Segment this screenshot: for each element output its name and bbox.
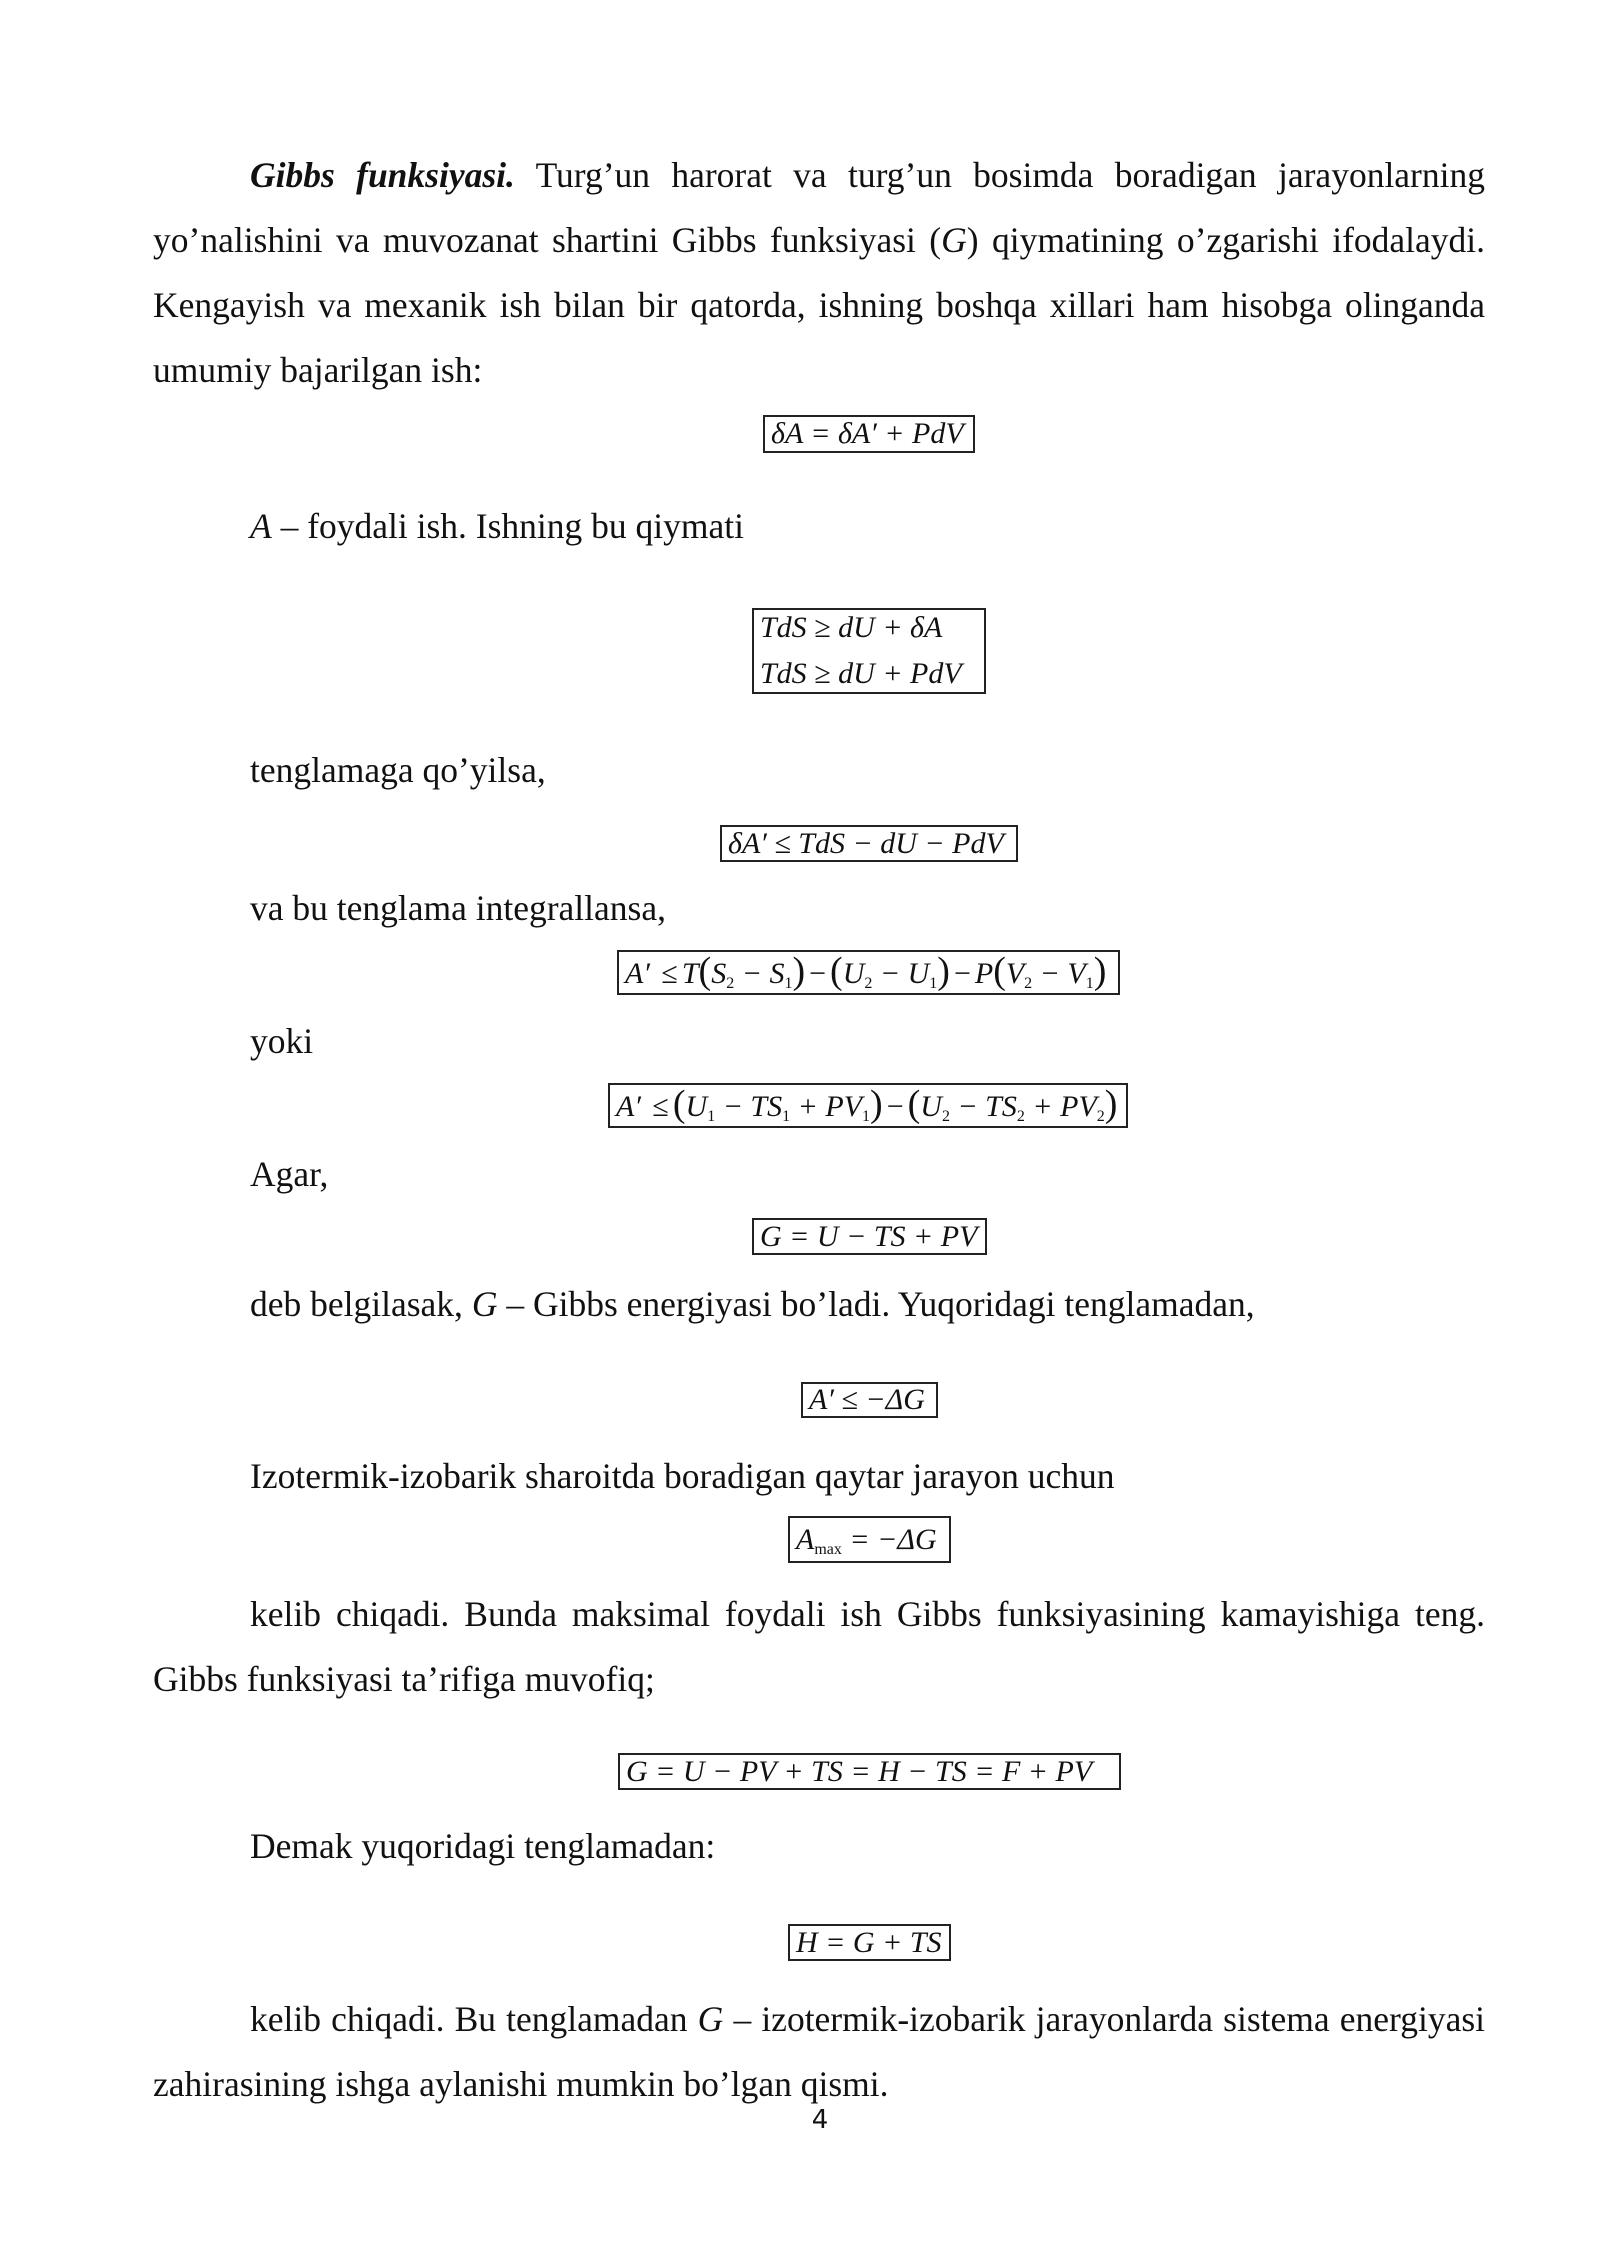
- section-lead: Gibbs funksiyasi.: [250, 155, 515, 195]
- symbol-g: G: [471, 1284, 498, 1324]
- paragraph-gibbs-intro: [153, 143, 1485, 403]
- paragraph-substitute: tenglamaga qo’yilsa,: [250, 750, 546, 790]
- symbol-g: G: [941, 220, 967, 260]
- equation-max-work: $A_{max} = -\Delta G$: [788, 1516, 951, 1563]
- equation-integrated: $A' \le T(S_2 - S_1) - (U_2 - U_1) - P(V_2 - V_1)$: [617, 950, 1120, 995]
- equation-gibbs-definition: G = U − TS + PV: [752, 1218, 987, 1255]
- equation-gibbs-relations: G = U − PV + TS = H − TS = F + PV: [618, 1753, 1121, 1790]
- equation-useful-work-inequality: δA′ ≤ TdS − dU − PdV: [720, 825, 1018, 862]
- paragraph-conclusion: kelib chiqadi. Bu tenglamadan G – izotermik-izobarik jarayonlarda sistema energiyasi zahirasining ishga aylanishi mumkin bo’lgan qismi.: [153, 1999, 1486, 2104]
- equation-rearranged: $A' \le (U_1 - TS_1 + PV_1) - (U_2 - TS_2 + PV_2)$: [608, 1083, 1128, 1128]
- symbol-a: A: [250, 506, 272, 546]
- equation-work: δA = δA′ + PdV: [763, 415, 975, 453]
- paragraph-text: ) qiymatining o’zgarishi ifodalaydi. Kengayish va mexanik ish bilan bir qatorda, ishning boshqa xillari ham hisobga olinganda umumiy bajarilgan ish:: [153, 220, 1486, 390]
- equation-row-1: TdS ≥ dU + δA: [760, 611, 943, 644]
- paragraph-if: Agar,: [250, 1154, 329, 1194]
- equation-work-gibbs-change: A′ ≤ −ΔG: [801, 1382, 938, 1418]
- paragraph-gibbs-energy: deb belgilasak, G – Gibbs energiyasi bo’ladi. Yuqoridagi tenglamadan,: [250, 1284, 1255, 1324]
- equation-enthalpy: H = G + TS: [788, 1924, 951, 1961]
- symbol-g: G: [697, 1999, 724, 2039]
- paragraph-max-useful-work: kelib chiqadi. Bunda maksimal foydali ish Gibbs funksiyasining kamayishiga teng. Gibbs funksiyasi ta’rifiga muvofiq;: [153, 1594, 1485, 1699]
- equation-row-2: TdS ≥ dU + PdV: [760, 657, 962, 690]
- equation-inequalities: [752, 608, 986, 694]
- paragraph-therefore: Demak yuqoridagi tenglamadan:: [250, 1826, 716, 1866]
- paragraph-or: yoki: [250, 1021, 314, 1061]
- paragraph-useful-work: A – foydali ish. Ishning bu qiymati: [250, 506, 745, 546]
- paragraph-reversible-process: Izotermik-izobarik sharoitda boradigan qaytar jarayon uchun: [250, 1456, 1115, 1496]
- paragraph-text: Turg’un harorat va turg’un bosimda boradigan jarayonlarning yo’nalishini va muvozanat shartini Gibbs funksiyasi (: [153, 155, 1485, 260]
- paragraph-integrate: va bu tenglama integrallansa,: [250, 888, 666, 928]
- page-number: 4: [811, 2105, 829, 2135]
